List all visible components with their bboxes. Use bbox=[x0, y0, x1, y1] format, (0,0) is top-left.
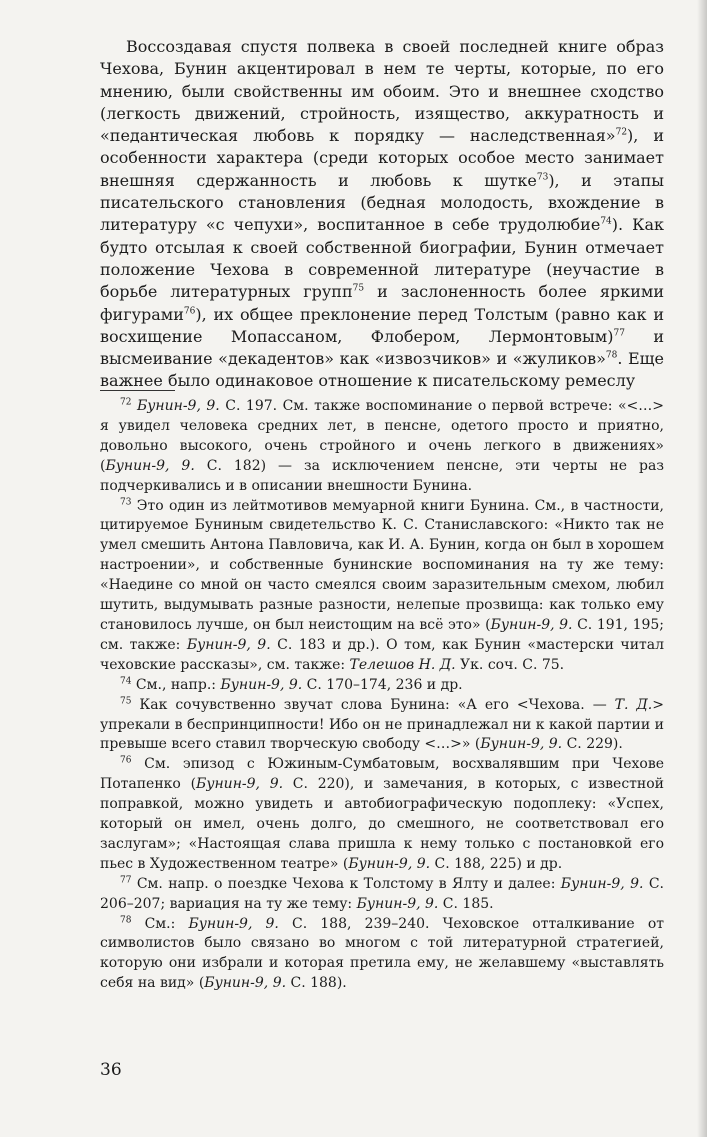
text-run: С. 229). bbox=[562, 736, 623, 753]
footnote-76 bbox=[100, 755, 664, 874]
text-run: Как сочувственно звучат слова Бунина: «А его <Чехова. — bbox=[131, 696, 615, 713]
text-run: См. эпизод с Южиным-Сумбатовым, восхвалявшим при Чехове Потапенко ( bbox=[100, 756, 664, 793]
text-run: и заслоненность более яркими фигурами bbox=[100, 282, 665, 324]
main-text bbox=[100, 36, 664, 393]
footnote-ref: 74 bbox=[120, 676, 132, 687]
text-run: С. 170–174, 236 и др. bbox=[302, 676, 463, 693]
text-run: Ук. соч. С. 75. bbox=[455, 656, 565, 673]
footnote-ref: 73 bbox=[536, 172, 549, 183]
footnote-75 bbox=[100, 696, 664, 756]
text-run: ), и особенности характера (среди которых особое место занимает внешняя сдержанность и любовь к шутке bbox=[100, 126, 664, 190]
text-run: С. 220), и замечания, в которых, с известной поправкой, можно увидеть и автобиографическую подоплеку: «Успех, который он имел, очень долго, до смешного, не соответствовал его заслугам»; «Настоящая слава пришла к нему только с постановкой его пьес в Художественном театре» ( bbox=[100, 776, 664, 872]
footnote-ref: 78 bbox=[605, 350, 618, 361]
footnotes bbox=[100, 397, 664, 994]
italic-ref: Бунин-9, 9. bbox=[105, 457, 195, 474]
text-run: С. 188). bbox=[286, 975, 347, 992]
footnote-ref: 74 bbox=[600, 217, 612, 228]
italic-ref: Бунин-9, 9. bbox=[480, 736, 563, 753]
book-page bbox=[100, 0, 664, 1137]
italic-ref: Бунин-9, 9. bbox=[356, 895, 439, 912]
italic-ref: Бунин-9, 9. bbox=[186, 636, 271, 653]
footnote-73 bbox=[100, 497, 664, 676]
text-run: С. 188, 225) и др. bbox=[430, 855, 563, 872]
text-run: С. 191, 195; см. также: bbox=[100, 616, 665, 653]
text-run: См., напр.: bbox=[131, 676, 221, 693]
text-run: С. 197. См. также воспоминание о первой встрече: «<…> я увидел человека средних лет, в пенсне, одетого просто и приятно, довольно высокого, очень стройного и очень легкого в движениях» ( bbox=[100, 398, 664, 474]
footnote-rule bbox=[100, 390, 175, 391]
text-run: . Еще важнее было одинаковое отношение к писательскому ремеслу bbox=[100, 349, 664, 391]
text-run: С. 182) — за исключением пенсне, эти черты не раз подчеркивались и в описании внешности Бунина. bbox=[100, 457, 664, 494]
text-run: С. 183 и др.). О том, как Бунин «мастерски читал чеховские рассказы», см. также: bbox=[100, 636, 665, 673]
text-run: С. 185. bbox=[438, 895, 494, 912]
text-run: См. напр. о поездке Чехова к Толстому в Ялту и далее: bbox=[131, 875, 561, 892]
italic-ref: Бунин-9, 9. bbox=[204, 975, 287, 992]
text-run: Это один из лейтмотивов мемуарной книги Бунина. См., в частности, цитируемое Буниным свидетельство К. С. Станиславского: «Никто так не умел смешить Антона Павловича, как И. А. Бунин, когда он был в хорошем настроении», и собственные бунинские воспоминания на ту же тему: «Наедине со мной он часто смеялся своим заразительным смехом, любил шутить, выдумывать разные разности, нелепые прозвища: как только ему становилось лучше, он был неистощим на всё это» ( bbox=[100, 497, 664, 633]
text-run: и высмеивание «декадентов» как «извозчиков» и «жуликов» bbox=[100, 326, 665, 369]
footnote-ref: 72 bbox=[615, 127, 628, 138]
italic-ref: Бунин-9, 9. bbox=[136, 398, 220, 414]
text-run: > упрекали в беспринципности! Ибо он не принадлежал ни к какой партии и превыше всего ставил творческую свободу <…>» ( bbox=[100, 696, 664, 753]
text-run: ), их общее преклонение перед Толстым (равно как и восхищение Мопассаном, Флобером, Лермонтовым) bbox=[100, 304, 664, 346]
italic-ref: Бунин-9, 9. bbox=[196, 776, 284, 793]
footnote-ref: 75 bbox=[120, 695, 132, 706]
italic-ref: Бунин-9, 9. bbox=[348, 855, 431, 872]
text-run: См.: bbox=[131, 915, 189, 932]
text-run: ), и этапы писательского становления (бедная молодость, вхождение в литературу «с чепухи», воспитанное в себе трудолюбие bbox=[100, 170, 664, 235]
italic-ref: Бунин-9, 9. bbox=[490, 616, 573, 633]
page-number: 36 bbox=[100, 1060, 122, 1080]
footnote-ref: 77 bbox=[120, 875, 132, 886]
italic-ref: Т. Д. bbox=[614, 696, 653, 713]
italic-ref: Бунин-9, 9. bbox=[560, 875, 644, 892]
text-run: Воссоздавая спустя полвека в своей последней книге образ Чехова, Бунин акцентировал в нем те черты, которые, по его мнению, были свойственны им обоим. Это и внешнее сходство (легкость движений, стройность, изящество, аккуратность и «педантическая любовь к порядку — наследственная» bbox=[100, 37, 664, 146]
main-paragraph bbox=[100, 36, 664, 393]
footnote-ref: 78 bbox=[120, 914, 132, 925]
footnote-ref: 73 bbox=[120, 496, 132, 507]
footnote-ref: 77 bbox=[613, 328, 625, 339]
text-run: С. 188, 239–240. Чеховское отталкивание от символистов было связано во многом с той литературной стратегией, которую они избрали и которая претила ему, не желавшему «выставлять себя на вид» ( bbox=[100, 915, 665, 992]
italic-ref: Бунин-9, 9. bbox=[220, 676, 303, 693]
footnote-ref: 76 bbox=[120, 755, 132, 766]
text-run: ). Как будто отсылая к своей собственной биографии, Бунин отмечает положение Чехова в современной литературе (неучастие в борьбе литературных групп bbox=[100, 215, 664, 302]
footnote-ref: 76 bbox=[183, 306, 196, 317]
text-run: С. 206–207; вариация на ту же тему: bbox=[100, 875, 664, 912]
footnote-78 bbox=[100, 915, 664, 995]
footnote-74 bbox=[100, 676, 664, 696]
page-edge-shadow bbox=[697, 0, 707, 1137]
footnote-ref: 75 bbox=[352, 283, 365, 294]
footnote-72 bbox=[100, 397, 664, 497]
footnote-ref: 72 bbox=[120, 397, 132, 408]
italic-ref: Телешов Н. Д. bbox=[349, 656, 456, 673]
italic-ref: Бунин-9, 9. bbox=[188, 915, 279, 932]
footnote-77 bbox=[100, 875, 664, 915]
